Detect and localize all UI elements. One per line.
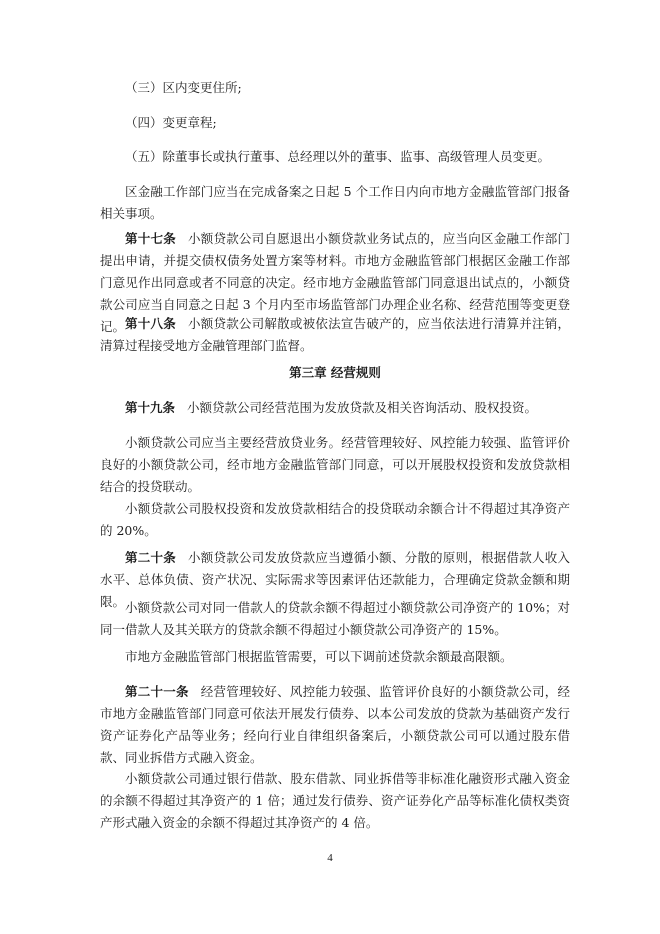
- paragraph: 小额贷款公司应当主要经营放贷业务。经营管理较好、风控能力较强、监管评价良好的小额贷款公司，经市地方金融监管部门同意，可以开展股权投资和发放贷款相结合的投贷联动。: [100, 435, 570, 494]
- article-number: 第十九条: [125, 400, 176, 415]
- article-text: 小额贷款公司经营范围为发放贷款及相关咨询活动、股权投资。: [187, 400, 538, 415]
- list-item-5: [100, 146, 570, 168]
- chapter-title: 第三章 经营规则: [289, 365, 381, 380]
- list-item-4: [100, 112, 570, 134]
- paragraph-block: [100, 768, 570, 834]
- paragraph: 市地方金融监管部门根据监管需要，可以下调前述贷款余额最高限额。: [125, 649, 513, 664]
- paragraph: 小额贷款公司对同一借款人的贷款余额不得超过小额贷款公司净资产的 10%；对同一借款人及其关联方的贷款余额不得超过小额贷款公司净资产的 15%。: [100, 600, 570, 637]
- article-text: 经营管理较好、风控能力较强、监管评价良好的小额贷款公司，经市地方金融监管部门同意可依法开展发行债券、以本公司发放的贷款为基础资产发行资产证券化产品等业务；经向行业自律组织备案后，小额贷款公司可以通过股东借款、同业拆借方式融入资金。: [100, 684, 570, 765]
- paragraph: （四）变更章程;: [125, 115, 217, 130]
- article-number: 第二十条: [125, 550, 176, 565]
- list-item-3: [100, 77, 570, 99]
- paragraph: 区金融工作部门应当在完成备案之日起 5 个工作日内向市地方金融监管部门报备相关事项。: [100, 184, 570, 221]
- paragraph: （三）区内变更住所;: [125, 80, 242, 95]
- article-text: 小额贷款公司自愿退出小额贷款业务试点的，应当向区金融工作部门提出申请，并提交债权债务处置方案等材料。市地方金融监管部门根据区金融工作部门意见作出同意或者不同意的决定。经市地方金融监管部门同意退出试点的，小额贷款公司应当自同意之日起 3 个月内至市场监管部门办理企业名称、经营范围等变更登记。: [100, 231, 570, 334]
- article-text: 小额贷款公司发放贷款应当遵循小额、分散的原则，根据借款人收入水平、总体负债、资产状况、实际需求等因素评估还款能力，合理确定贷款金额和期限。: [100, 550, 570, 609]
- paragraph-block: [100, 432, 570, 498]
- paragraph-block: [100, 597, 570, 641]
- paragraph-block: [100, 646, 570, 668]
- paragraph-block: [100, 181, 570, 225]
- article-21: [100, 681, 570, 769]
- page-number: 4: [327, 852, 333, 864]
- paragraph: 小额贷款公司通过银行借款、股东借款、同业拆借等非标准化融资形式融入资金的余额不得超过其净资产的 1 倍；通过发行债券、资产证券化产品等标准化债权类资产形式融入资金的余额不得超过其净资产的 4 倍。: [100, 771, 570, 830]
- article-18: [100, 313, 570, 357]
- paragraph: （五）除董事长或执行董事、总经理以外的董事、监事、高级管理人员变更。: [125, 149, 551, 164]
- paragraph-block: [100, 498, 570, 542]
- article-19: [100, 397, 570, 419]
- article-number: 第十八条: [125, 316, 176, 331]
- article-number: 第二十一条: [125, 684, 189, 699]
- article-text: 小额贷款公司解散或被依法宣告破产的，应当依法进行清算并注销，清算过程接受地方金融管理部门监督。: [100, 316, 570, 353]
- article-number: 第十七条: [125, 231, 176, 246]
- paragraph: 小额贷款公司股权投资和发放贷款相结合的投贷联动余额合计不得超过其净资产的 20%。: [100, 501, 570, 538]
